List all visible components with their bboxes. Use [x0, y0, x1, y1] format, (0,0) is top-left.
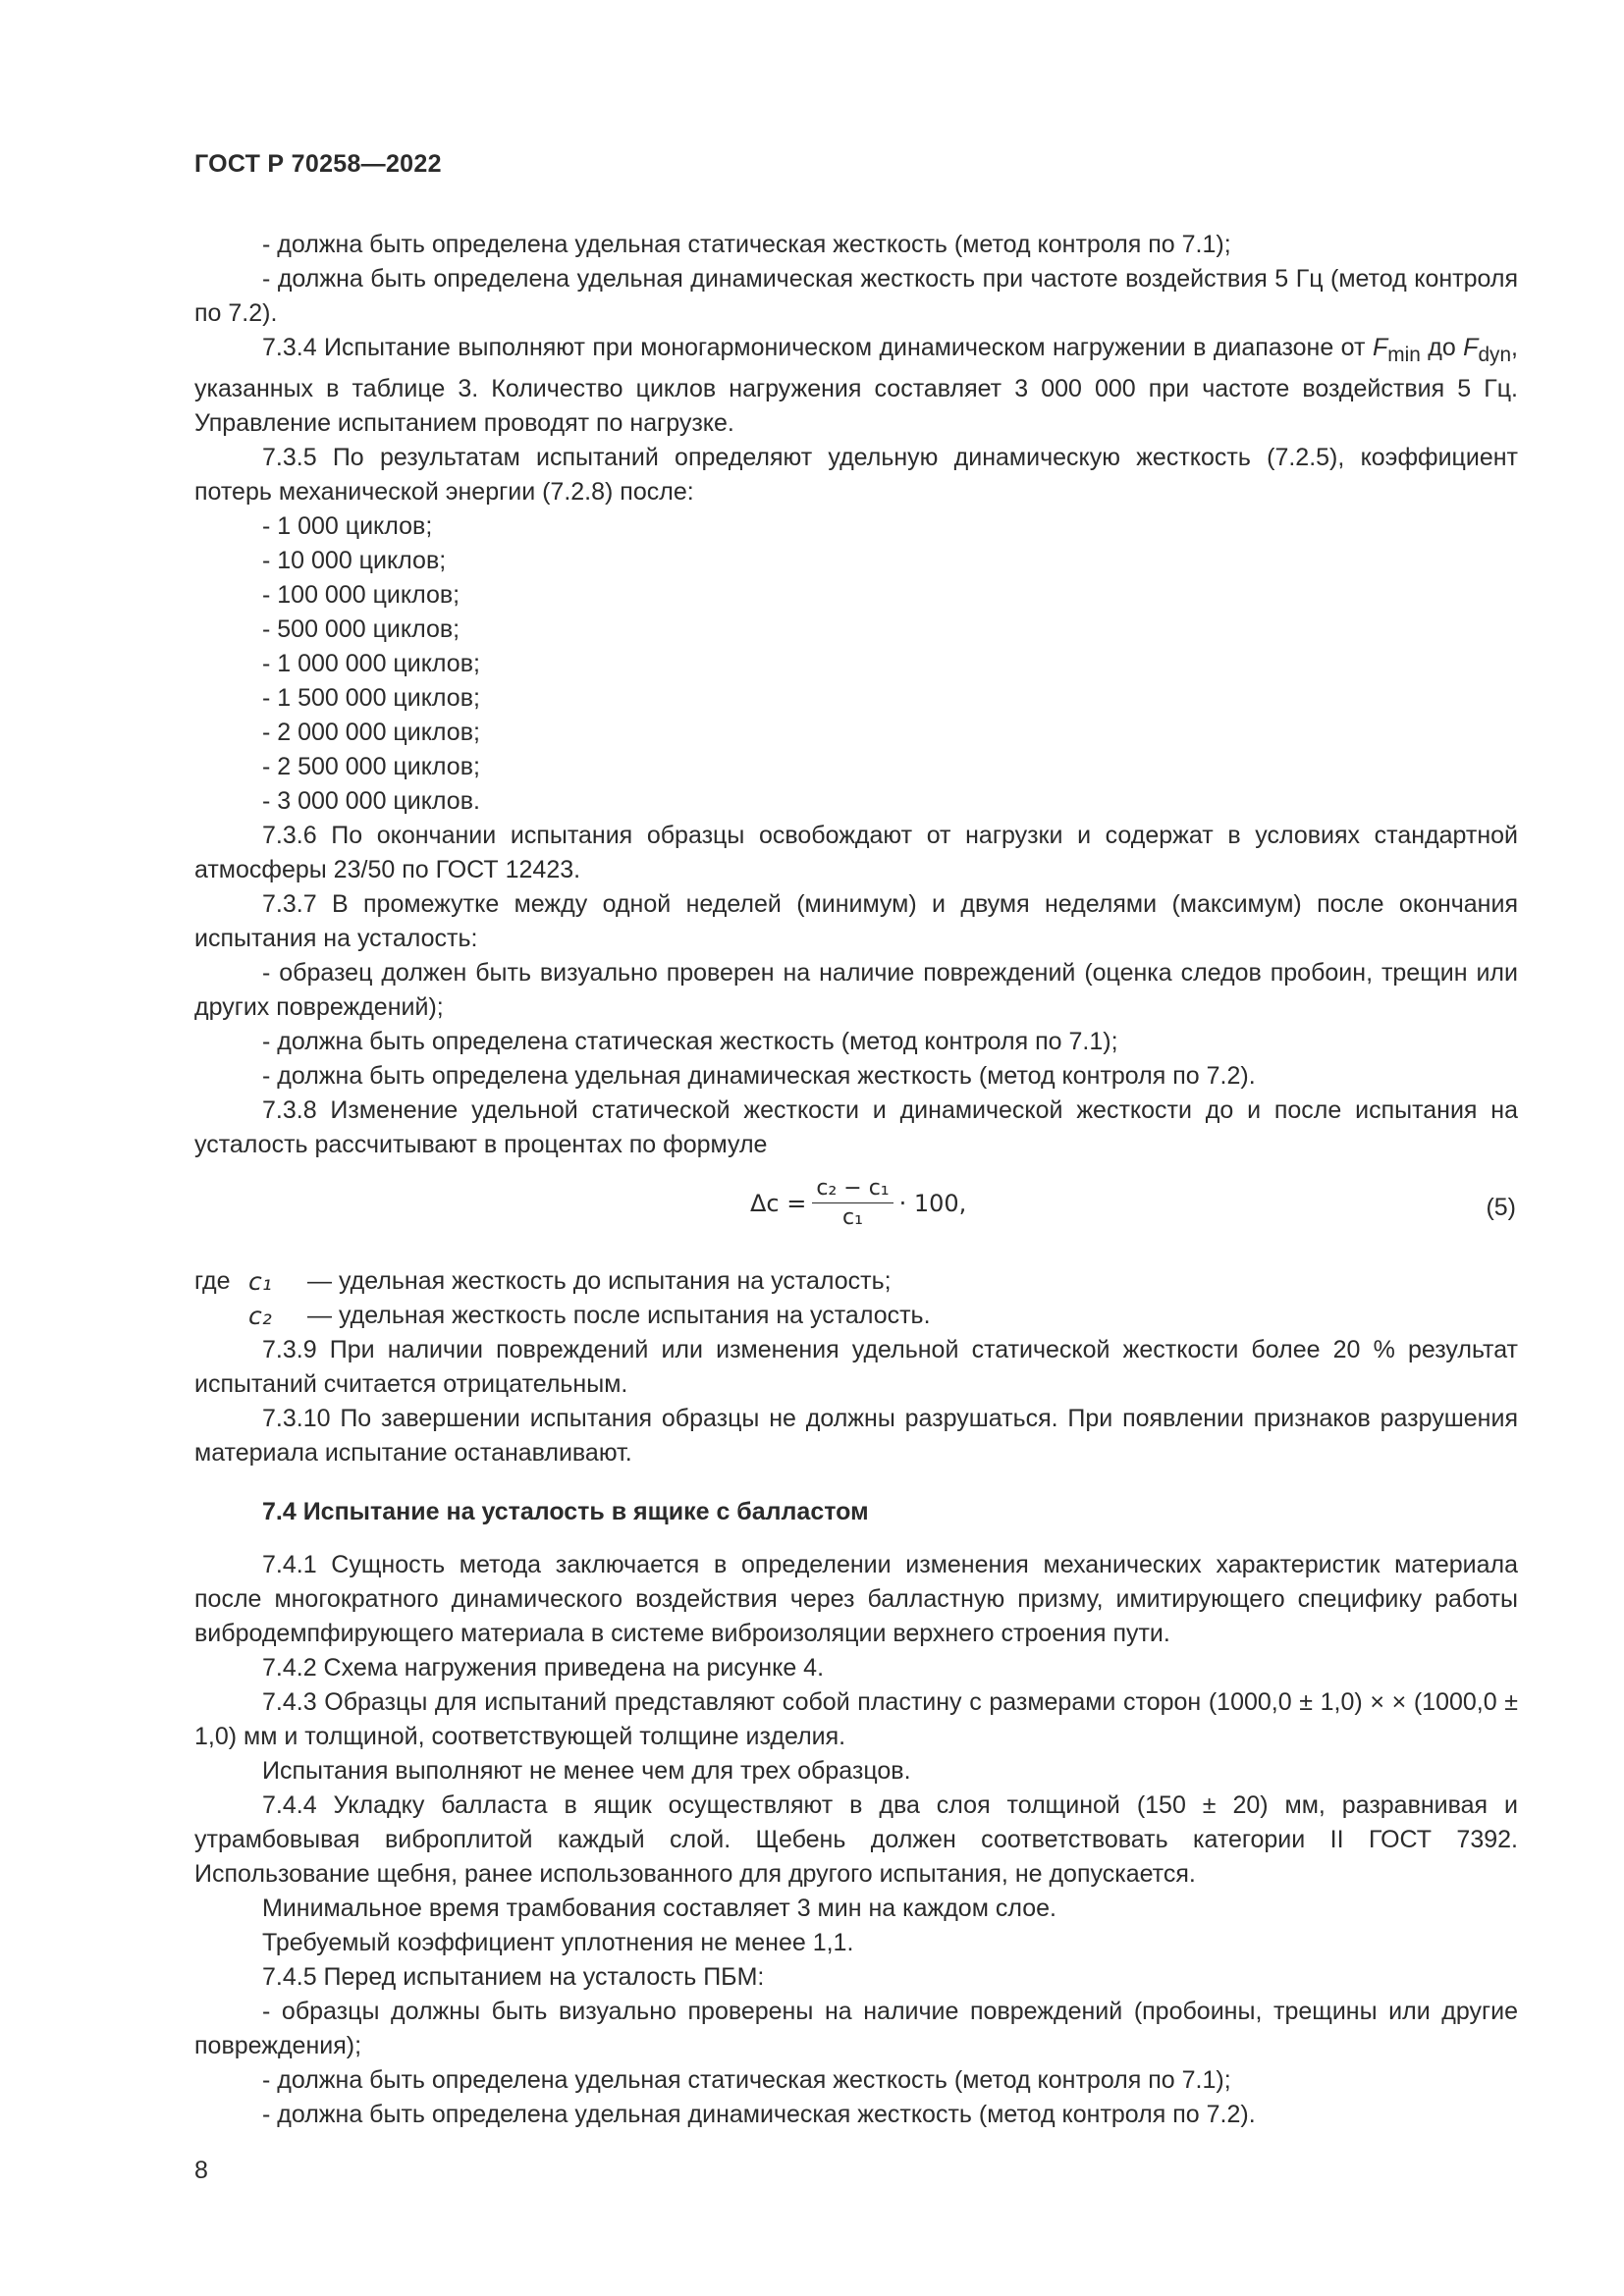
- symbol-c1: c₁: [248, 1267, 272, 1296]
- document-header: ГОСТ Р 70258—2022: [194, 150, 442, 178]
- where-c1-description: — удельная жесткость до испытания на усталость;: [307, 1267, 892, 1295]
- clause-7-3-10: 7.3.10 По завершении испытания образцы не должны разрушаться. При появлении признаков разрушения материала испытание останавливают.: [194, 1405, 1518, 1467]
- formula-5: [194, 1170, 1518, 1253]
- clause-7-3-7-bullet-dynamic: - должна быть определена удельная динамическая жесткость (метод контроля по 7.2).: [262, 1062, 1256, 1090]
- clause-7-4-1: 7.4.1 Сущность метода заключается в определении изменения механических характеристик материала после многократного динамического воздействия через балластную призму, имитирующего специфику работы вибродемпфирующего материала в системе виброизоляции верхнего строения пути.: [194, 1551, 1518, 1647]
- cycle-list: [194, 509, 1518, 819]
- symbol-c2: c₂: [248, 1302, 272, 1330]
- page-number: 8: [194, 2157, 208, 2184]
- clause-7-4-4-time: Минимальное время трамбования составляет 3 мин на каждом слое.: [262, 1895, 1056, 1922]
- clause-7-4-2: 7.4.2 Схема нагружения приведена на рисунке 4.: [262, 1654, 825, 1682]
- formula-numerator: c₂ − c₁: [812, 1176, 893, 1203]
- clause-7-3-6: 7.3.6 По окончании испытания образцы освобождают от нагрузки и содержат в условиях стандартной атмосферы 23/50 по ГОСТ 12423.: [194, 822, 1518, 883]
- clause-7-4-5: 7.4.5 Перед испытанием на усталость ПБМ:: [262, 1963, 765, 1991]
- where-c2-description: — удельная жесткость после испытания на усталость.: [307, 1302, 931, 1329]
- clause-7-3-9: 7.3.9 При наличии повреждений или изменения удельной статической жесткости более 20 % результат испытаний считается отрицательным.: [194, 1336, 1518, 1398]
- clause-7-4-3: 7.4.3 Образцы для испытаний представляют собой пластину с размерами сторон (1000,0 ± 1,0) × × (1000,0 ± 1,0) мм и толщиной, соответствующей толщине изделия.: [194, 1688, 1518, 1750]
- bullet-static-stiffness: - должна быть определена удельная статическая жесткость (метод контроля по 7.1);: [262, 231, 1231, 258]
- list-item: - 1 500 000 циклов;: [262, 684, 480, 712]
- clause-7-3-4-text-mid: до: [1420, 334, 1464, 361]
- formula-denominator: c₁: [842, 1205, 863, 1230]
- where-prefix: где: [194, 1267, 231, 1295]
- list-item: - 2 500 000 циклов;: [262, 753, 480, 780]
- formula-lhs: Δc =: [750, 1189, 807, 1217]
- clause-7-3-8: 7.3.8 Изменение удельной статической жесткости и динамической жесткости до и после испытания на усталость рассчитывают в процентах по формуле: [194, 1096, 1518, 1158]
- clause-7-3-4-text-b: , указанных в таблице 3. Количество циклов нагружения составляет 3 000 000 при частоте воздействия 5 Гц. Управление испытанием проводят по нагрузке.: [194, 334, 1518, 437]
- formula-number: (5): [1486, 1194, 1516, 1221]
- bullet-dynamic-stiffness-5hz: - должна быть определена удельная динамическая жесткость при частоте воздействия 5 Гц (метод контроля по 7.2).: [194, 265, 1518, 327]
- formula-expression: [750, 1176, 966, 1230]
- list-item: - 2 000 000 циклов;: [262, 719, 480, 746]
- subscript-dyn: dyn: [1478, 344, 1512, 366]
- section-heading-7-4: 7.4 Испытание на усталость в ящике с балластом: [262, 1498, 869, 1525]
- clause-7-4-5-bullet-visual: - образцы должны быть визуально проверены на наличие повреждений (пробоины, трещины или другие повреждения);: [194, 1998, 1518, 2059]
- clause-7-4-4-compaction: Требуемый коэффициент уплотнения не менее 1,1.: [262, 1929, 854, 1956]
- where-c2: [194, 1299, 1518, 1333]
- clause-7-4-4: 7.4.4 Укладку балласта в ящик осуществляют в два слоя толщиной (150 ± 20) мм, разравнивая и утрамбовывая виброплитой каждый слой. Щебень должен соответствовать категории II ГОСТ 7392. Использование щебня, ранее использованного для другого испытания, не допускается.: [194, 1791, 1518, 1888]
- where-c1: [194, 1264, 1518, 1299]
- page-body: [194, 228, 1518, 2132]
- list-item: - 1 000 000 циклов;: [262, 650, 480, 677]
- list-item: - 500 000 циклов;: [262, 615, 460, 643]
- clause-7-3-7-bullet-visual: - образец должен быть визуально проверен на наличие повреждений (оценка следов пробоин, трещин или других повреждений);: [194, 959, 1518, 1021]
- subscript-min: min: [1387, 344, 1421, 366]
- list-item: - 100 000 циклов;: [262, 581, 460, 609]
- clause-7-4-5-bullet-static: - должна быть определена удельная статическая жесткость (метод контроля по 7.1);: [262, 2066, 1231, 2094]
- list-item: - 10 000 циклов;: [262, 547, 447, 574]
- symbol-f-dyn: F: [1463, 334, 1479, 361]
- clause-7-3-5: 7.3.5 По результатам испытаний определяют удельную динамическую жесткость (7.2.5), коэффициент потерь механической энергии (7.2.8) после:: [194, 444, 1518, 506]
- clause-7-3-4: [194, 331, 1518, 441]
- clause-7-3-7-bullet-static: - должна быть определена статическая жесткость (метод контроля по 7.1);: [262, 1028, 1118, 1055]
- list-item: - 3 000 000 циклов.: [262, 787, 480, 815]
- list-item: - 1 000 циклов;: [262, 512, 433, 540]
- formula-fraction: [812, 1176, 893, 1230]
- clause-7-4-3-note: Испытания выполняют не менее чем для трех образцов.: [262, 1757, 911, 1785]
- symbol-f-min: F: [1372, 334, 1388, 361]
- clause-7-3-7: 7.3.7 В промежутке между одной неделей (минимум) и двумя неделями (максимум) после окончания испытания на усталость:: [194, 890, 1518, 952]
- formula-tail: · 100,: [898, 1189, 967, 1217]
- clause-7-3-4-text-a: 7.3.4 Испытание выполняют при моногармоническом динамическом нагружении в диапазоне от: [262, 334, 1366, 361]
- clause-7-4-5-bullet-dynamic: - должна быть определена удельная динамическая жесткость (метод контроля по 7.2).: [262, 2101, 1256, 2128]
